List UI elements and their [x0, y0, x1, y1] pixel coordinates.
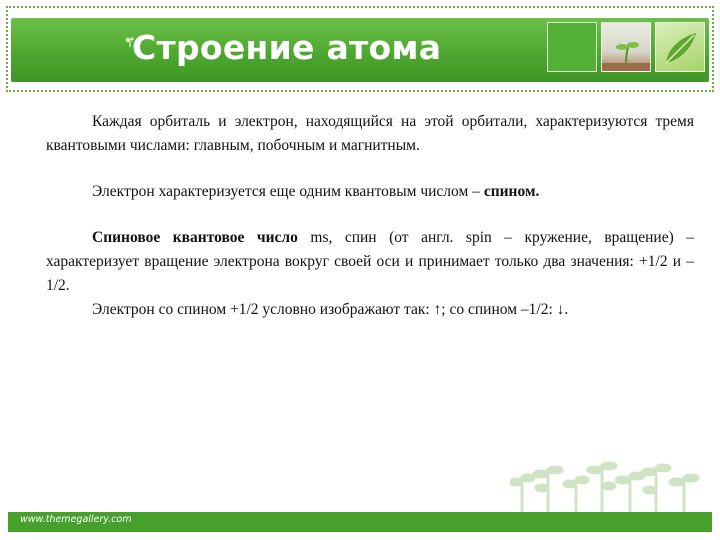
leaf-image-icon [656, 23, 705, 72]
paragraph-spin-intro [46, 180, 694, 204]
paragraph-orbital: Каждая орбиталь и электрон, находящийся на этой орбитали, характеризуются тремя квантовыми числами: главным, побочным и магнитным. [46, 113, 694, 154]
header-thumbnail-1 [547, 22, 597, 72]
seedling-image-icon [602, 23, 651, 72]
paragraph-spin-number-text: ms, спин (от англ. spin – кружение, вращение) – характеризует вращение электрона вокруг своей оси и принимает только два значения: +1/2 и –1/2. [46, 229, 694, 294]
header-thumbnail-2 [601, 22, 651, 72]
paragraph-spin-notation: Электрон со спином +1/2 условно изображают так: ↑; со спином –1/2: ↓. [92, 301, 569, 318]
paragraph-spin-number-bold: Спиновое квантовое число [92, 229, 298, 246]
header-thumbnail-3 [655, 22, 705, 72]
slide-title: Строение атома [132, 28, 442, 67]
paragraph-spin-intro-text: Электрон характеризуется еще одним квантовым числом – [92, 183, 484, 200]
slide-body [46, 110, 694, 322]
footer-url: www.themegallery.com [20, 514, 132, 525]
paragraph-spin-intro-bold: спином. [483, 183, 540, 200]
paragraph-spin-number [46, 226, 694, 298]
plant-silhouette-icon [510, 456, 705, 514]
